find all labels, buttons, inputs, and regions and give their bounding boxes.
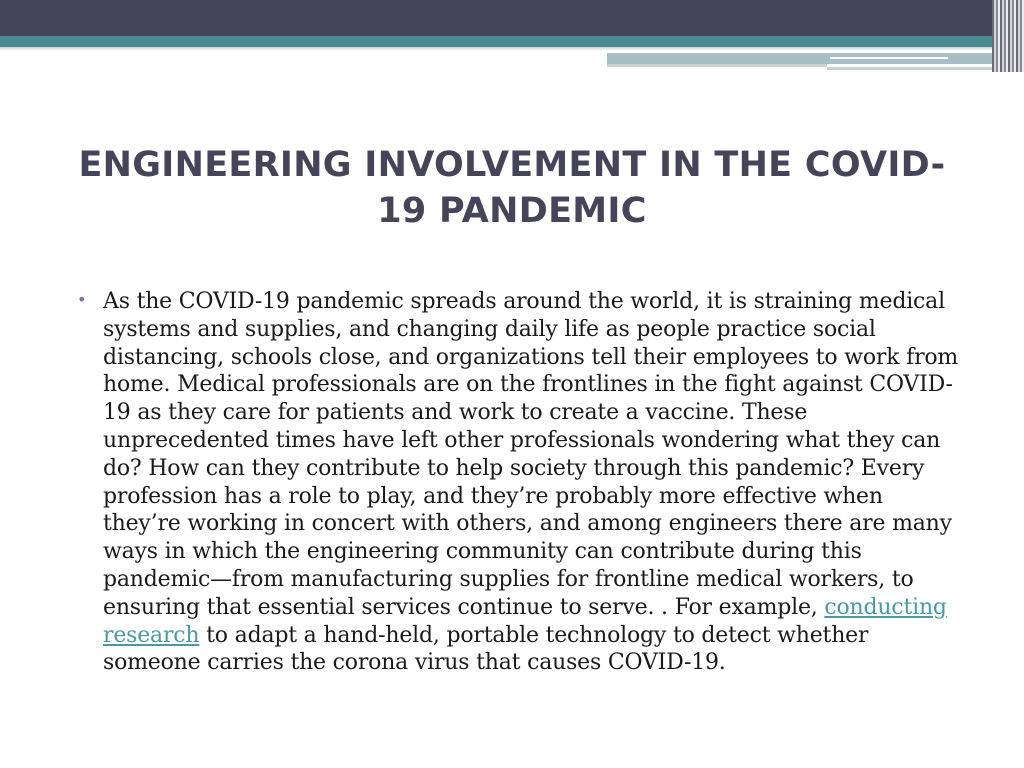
header-corner-stripes <box>992 0 1024 72</box>
conducting-research-link[interactable]: conducting research <box>103 594 947 648</box>
paragraph-text-end: to adapt a hand-held, portable technology to detect whether someone carries the corona virus that causes COVID-19. <box>103 622 869 676</box>
slide-title <box>60 142 964 234</box>
header-band-dark <box>0 0 1000 36</box>
header-band-shadow <box>0 47 1000 51</box>
header-accent-line <box>607 64 827 67</box>
header-accent-highlight <box>830 57 948 59</box>
header-accent-line <box>827 67 1002 70</box>
bullet-icon: • <box>77 290 87 309</box>
header-band-teal <box>0 36 1000 47</box>
paragraph-text: As the COVID-19 pandemic spreads around the world, it is straining medical systems and supplies, and changing daily life as people practice social distancing, schools close, and organizations tell their employees to work from home. Medical professionals are on the frontlines in the fight against COVID-19 as they care for patients and work to create a vaccine. These unprecedented times have left other professionals wondering what they can do? How can they contribute to help society through this pandemic? Every profession has a role to play, and they’re probably more effective when they’re working in concert with others, and among engineers there are many ways in which the engineering community can contribute during this pandemic—from manufacturing supplies for frontline medical workers, to ensuring that essential services continue to serve. . For example, <box>103 289 959 620</box>
slide-title-line1: ENGINEERING INVOLVEMENT IN THE COVID- <box>78 145 946 185</box>
bullet-paragraph <box>103 288 963 677</box>
slide-title-line2: 19 PANDEMIC <box>377 191 647 231</box>
